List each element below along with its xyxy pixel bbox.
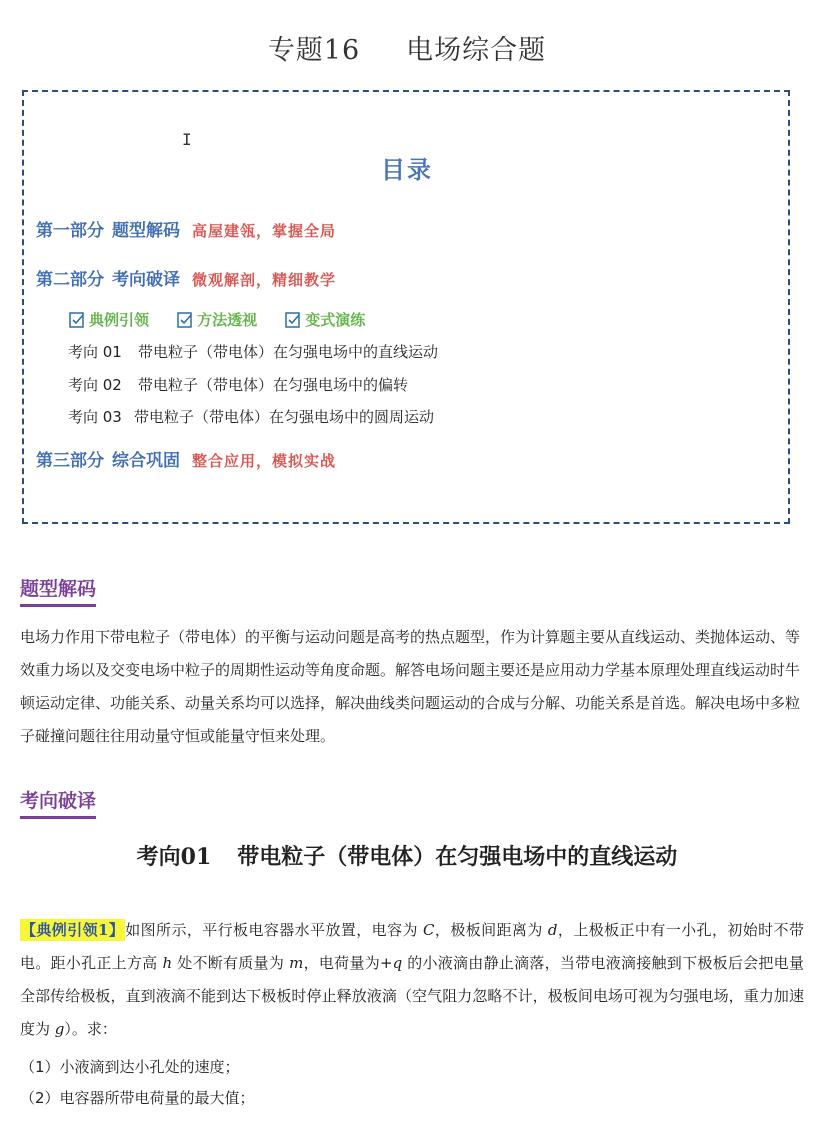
toc-part-2[interactable] <box>36 265 336 290</box>
part-slogan: 整合应用，模拟实战 <box>192 452 337 470</box>
example-paragraph: 【典例引领1】如图所示，平行板电容器水平放置，电容为 C，极板间距离为 d，上极板正中有一小孔，初始时不带电。距小孔正上方高 h 处不断有质量为 m，电荷量为+q 的小液滴由静止滴落，当带电液滴接触到下极板后会把电量全部传给极板，直到液滴不能到达下极板时停止释放液滴（空气阻力忽略不计，极板间电场可视为匀强电场，重力加速度为 g）。求： <box>20 921 804 1038</box>
kaoxiang-number: 考向 02 <box>68 376 122 394</box>
question-1: （1）小液滴到达小孔处的速度； <box>20 1058 240 1076</box>
part-label: 第一部分 <box>36 221 104 241</box>
section-heading-breakdown: 考向破译 <box>20 786 96 819</box>
toc-kaoxiang-3[interactable] <box>68 406 434 427</box>
var-m: m <box>289 954 304 972</box>
kaoxiang-title <box>0 840 814 871</box>
toc-heading: 目录 <box>381 156 433 184</box>
title-prefix: 专题16 <box>267 35 361 66</box>
text-cursor-icon: I <box>182 130 192 149</box>
title-main: 电场综合题 <box>406 35 547 66</box>
checklist-icon <box>176 311 194 329</box>
question-2: （2）电容器所带电荷量的最大值； <box>20 1089 255 1107</box>
kaoxiang-number: 考向 01 <box>68 343 122 361</box>
kaoxiang-title-text: 带电粒子（带电体）在匀强电场中的直线运动 <box>237 844 678 870</box>
kaoxiang-text: 带电粒子（带电体）在匀强电场中的偏转 <box>138 376 409 394</box>
toc-subitems <box>68 309 387 333</box>
kaoxiang-text: 带电粒子（带电体）在匀强电场中的圆周运动 <box>134 408 435 426</box>
document-title <box>0 28 814 67</box>
toc-kaoxiang-2[interactable] <box>68 374 408 395</box>
part-name: 题型解码 <box>112 221 180 241</box>
part-name: 综合巩固 <box>112 451 180 471</box>
part-label: 第三部分 <box>36 451 104 471</box>
toc-subitem-methods[interactable]: 方法透视 <box>176 309 257 330</box>
toc-part-1[interactable] <box>36 216 336 241</box>
example-tag: 【典例引领1】 <box>21 921 125 939</box>
kaoxiang-number: 考向 03 <box>68 408 122 426</box>
var-c: C <box>423 921 435 939</box>
toc-part-3[interactable] <box>36 446 336 471</box>
toc-subitem-examples[interactable]: 典例引领 <box>68 309 149 330</box>
var-h: h <box>162 954 173 972</box>
section-heading-decode: 题型解码 <box>20 574 96 607</box>
checklist-icon <box>284 311 302 329</box>
var-g: g <box>54 1020 65 1038</box>
part-name: 考向破译 <box>112 270 180 290</box>
toc-subitem-practice[interactable]: 变式演练 <box>284 309 365 330</box>
part-label: 第二部分 <box>36 270 104 290</box>
section-body-decode: 电场力作用下带电粒子（带电体）的平衡与运动问题是高考的热点题型，作为计算题主要从直线运动、类抛体运动、等效重力场以及交变电场中粒子的周期性运动等角度命题。解答电场问题主要还是应用动力学基本原理处理直线运动时牛顿运动定律、功能关系、动量关系均可以选择，解决曲线类问题运动的合成与分解、功能关系是首选。解决电场中多粒子碰撞问题往往用动量守恒或能量守恒来处理。 <box>20 628 801 745</box>
kaoxiang-text: 带电粒子（带电体）在匀强电场中的直线运动 <box>138 343 439 361</box>
kaoxiang-title-number: 考向01 <box>136 844 212 870</box>
checklist-icon <box>68 311 86 329</box>
part-slogan: 微观解剖，精细教学 <box>192 271 337 289</box>
var-d: d <box>547 921 558 939</box>
toc-kaoxiang-1[interactable] <box>68 341 438 362</box>
var-q: q <box>392 954 403 972</box>
part-slogan: 高屋建瓴，掌握全局 <box>192 222 337 240</box>
